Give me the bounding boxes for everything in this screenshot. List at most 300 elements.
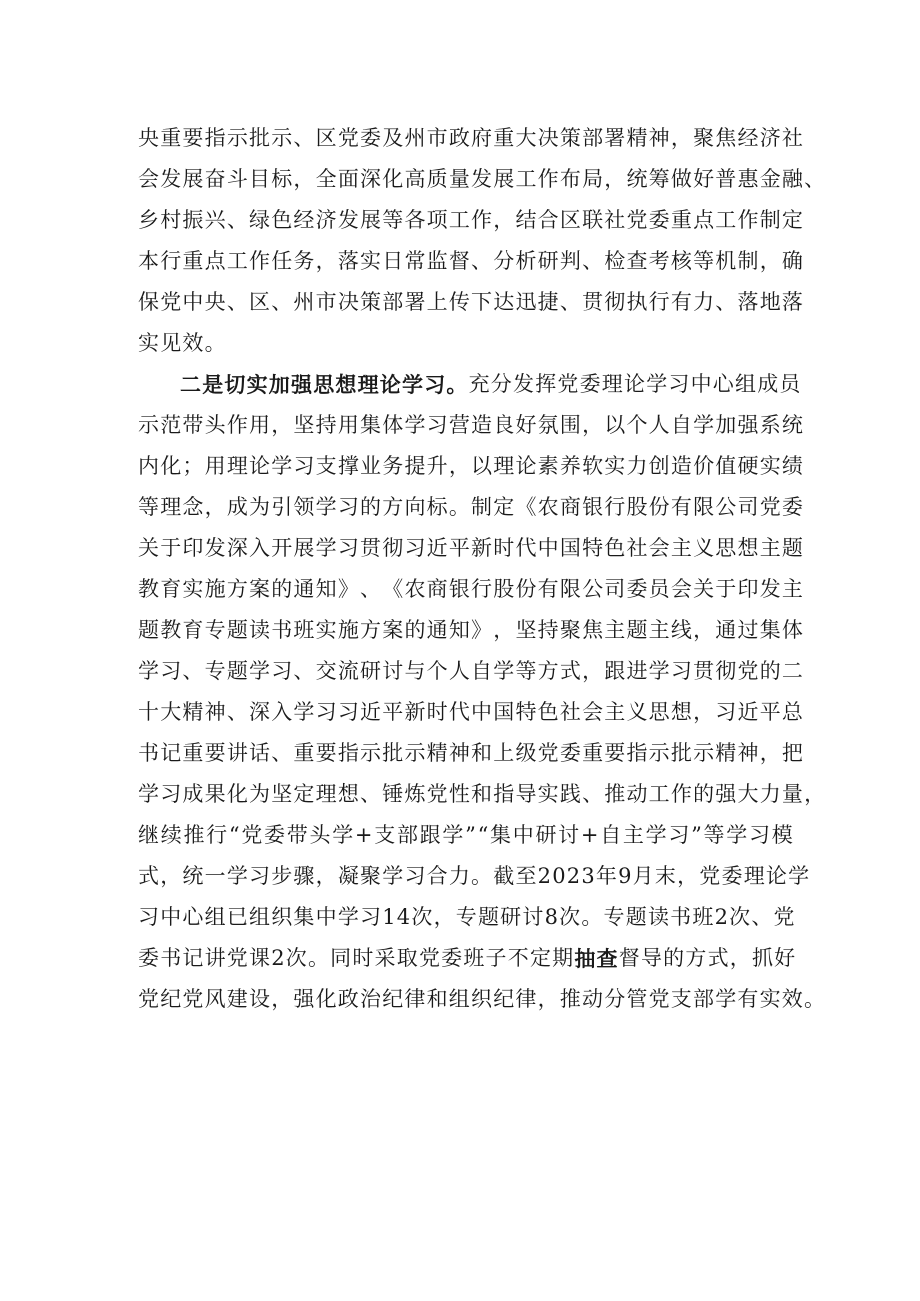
glyph: 代 xyxy=(448,700,472,724)
glyph: 工 xyxy=(226,249,250,273)
glyph: 学 xyxy=(648,659,671,683)
glyph: 考 xyxy=(648,249,671,273)
glyph: 行 xyxy=(648,290,671,314)
glyph: 份 xyxy=(648,495,671,519)
glyph: 神 xyxy=(204,700,227,724)
glyph: 营 xyxy=(448,413,472,437)
glyph: 机 xyxy=(715,249,738,273)
glyph: 论 xyxy=(515,454,538,478)
glyph: 推 xyxy=(183,823,206,847)
glyph: 截 xyxy=(493,864,516,888)
glyph: 理 xyxy=(743,864,766,888)
glyph: 学 xyxy=(315,495,338,519)
glyph: 习 xyxy=(138,905,161,929)
glyph: 学 xyxy=(337,905,361,929)
glyph: 重 xyxy=(493,126,516,150)
glyph: 贯 xyxy=(582,290,605,314)
glyph: 委 xyxy=(648,208,671,232)
glyph: 示 xyxy=(360,741,383,765)
glyph: 农 xyxy=(537,495,560,519)
glyph: 织 xyxy=(271,905,294,929)
glyph: 党 xyxy=(160,290,183,314)
glyph: + xyxy=(580,823,600,847)
glyph: 通 xyxy=(293,577,316,601)
glyph: 平 xyxy=(759,700,782,724)
glyph: 创 xyxy=(648,454,671,478)
glyph: 落 xyxy=(337,249,361,273)
glyph: 践 xyxy=(559,782,583,806)
glyph: 提 xyxy=(404,454,427,478)
glyph: 署 xyxy=(604,126,627,150)
glyph: 量 xyxy=(448,167,472,191)
glyph: 开 xyxy=(271,536,294,560)
glyph: 布 xyxy=(559,167,583,191)
glyph: 会 xyxy=(648,536,671,560)
glyph: 有 xyxy=(537,577,560,601)
glyph: 党 xyxy=(759,495,782,519)
glyph: 知 xyxy=(448,618,472,642)
glyph: 日 xyxy=(382,249,405,273)
glyph: 示 xyxy=(226,126,250,150)
glyph: 跟 xyxy=(419,823,442,847)
glyph: 发 xyxy=(471,167,494,191)
glyph: 学 xyxy=(271,454,294,478)
glyph: 式 xyxy=(138,864,161,888)
glyph: 等 xyxy=(138,495,161,519)
glyph: 神 xyxy=(737,741,760,765)
glyph: 主 xyxy=(781,577,805,601)
glyph: 等 xyxy=(382,208,405,232)
glyph: 读 xyxy=(249,618,272,642)
glyph: 为 xyxy=(249,782,272,806)
glyph: 点 xyxy=(204,249,227,273)
glyph: 指 xyxy=(204,126,227,150)
glyph: 2 xyxy=(566,864,582,888)
glyph: 模 xyxy=(771,823,794,847)
glyph: 。 xyxy=(581,905,604,929)
glyph: ， xyxy=(293,167,316,191)
paragraph-line xyxy=(138,200,805,241)
glyph: 方 xyxy=(226,577,250,601)
glyph: 入 xyxy=(249,536,272,560)
glyph: 二 xyxy=(781,659,805,683)
line-text: 实见效。 xyxy=(138,331,227,355)
glyph: 合 xyxy=(426,864,449,888)
glyph: 集 xyxy=(293,905,316,929)
glyph: 8 xyxy=(544,905,560,929)
glyph: 范 xyxy=(160,413,183,437)
glyph: 平 xyxy=(382,700,405,724)
glyph: 聚 xyxy=(360,864,383,888)
glyph: 平 xyxy=(448,536,472,560)
glyph: 特 xyxy=(515,700,538,724)
line-text: 党纪党风建设，强化政治纪律和组织纪律，推动分管党支部学有实效。 xyxy=(138,987,827,1011)
glyph: 和 xyxy=(471,741,494,765)
glyph: 重 xyxy=(670,208,694,232)
glyph: 新 xyxy=(404,700,427,724)
glyph: 作 xyxy=(471,208,494,232)
paragraph-line xyxy=(138,938,797,979)
glyph: 集 xyxy=(490,823,513,847)
glyph: 部 xyxy=(396,823,420,847)
glyph: 2 xyxy=(714,905,730,929)
glyph: ， xyxy=(759,741,782,765)
glyph: 的 xyxy=(360,495,383,519)
glyph: 重 xyxy=(182,741,205,765)
glyph: 、 xyxy=(226,700,250,724)
glyph: 强 xyxy=(715,782,738,806)
glyph: 要 xyxy=(182,126,205,150)
glyph: 自 xyxy=(471,659,494,683)
glyph: 习 xyxy=(404,536,427,560)
glyph: 好 xyxy=(693,167,716,191)
glyph: 济 xyxy=(759,126,782,150)
glyph: 次 xyxy=(411,905,434,929)
glyph: 市 xyxy=(315,290,338,314)
glyph: 项 xyxy=(426,208,449,232)
glyph: 于 xyxy=(715,577,738,601)
glyph: 批 xyxy=(382,741,405,765)
glyph: 神 xyxy=(648,126,671,150)
glyph: 深 xyxy=(360,167,383,191)
paragraph-line xyxy=(138,610,805,651)
glyph: 实 xyxy=(315,618,338,642)
glyph: 实 xyxy=(759,454,782,478)
glyph: 合 xyxy=(537,208,560,232)
glyph: 股 xyxy=(493,577,516,601)
glyph: 论 xyxy=(765,864,789,888)
glyph: 府 xyxy=(471,126,494,150)
glyph: 结 xyxy=(515,208,538,232)
glyph: 监 xyxy=(426,249,449,273)
glyph: 量 xyxy=(781,782,805,806)
glyph: 月 xyxy=(632,864,655,888)
glyph: 硬 xyxy=(737,454,760,478)
glyph: 精 xyxy=(715,741,738,765)
glyph: 养 xyxy=(559,454,583,478)
glyph: 工 xyxy=(448,208,472,232)
glyph: 果 xyxy=(204,782,227,806)
glyph: 及 xyxy=(382,126,405,150)
glyph: 4 xyxy=(396,905,412,929)
glyph: 力 xyxy=(693,290,716,314)
glyph: 用 xyxy=(337,413,361,437)
glyph: 商 xyxy=(559,495,583,519)
glyph: 时 xyxy=(426,700,449,724)
glyph: 限 xyxy=(559,577,583,601)
glyph: 要 xyxy=(204,741,227,765)
glyph: 支 xyxy=(374,823,397,847)
glyph: 讨 xyxy=(382,659,405,683)
glyph: 银 xyxy=(448,577,472,601)
glyph: 案 xyxy=(382,618,405,642)
glyph: 做 xyxy=(670,167,694,191)
glyph: ， xyxy=(160,864,183,888)
glyph: 人 xyxy=(648,413,671,437)
glyph: 定 xyxy=(493,495,516,519)
glyph: 确 xyxy=(781,249,805,273)
glyph: 班 xyxy=(293,618,316,642)
glyph: 股 xyxy=(626,495,649,519)
paragraph-line xyxy=(138,733,805,774)
glyph: 新 xyxy=(471,536,494,560)
glyph: 中 xyxy=(160,905,183,929)
glyph: 焦 xyxy=(582,618,605,642)
glyph: 公 xyxy=(582,577,605,601)
glyph: 讲 xyxy=(226,741,250,765)
glyph: 色 xyxy=(537,700,560,724)
glyph: 决 xyxy=(337,290,361,314)
glyph: 的 xyxy=(759,659,782,683)
glyph: 筹 xyxy=(648,167,671,191)
glyph: ， xyxy=(315,249,338,273)
glyph: 保 xyxy=(138,290,161,314)
glyph: 心 xyxy=(182,905,205,929)
glyph: 党 xyxy=(626,208,649,232)
glyph: 常 xyxy=(404,249,427,273)
glyph: 统 xyxy=(626,167,649,191)
glyph: 发 xyxy=(160,167,183,191)
glyph: 展 xyxy=(293,536,316,560)
glyph: 学 xyxy=(693,413,716,437)
glyph: 题 xyxy=(226,659,250,683)
glyph: 施 xyxy=(204,577,227,601)
section-heading: 二是切实加强思想理论学习。 xyxy=(180,372,469,397)
glyph: 聚 xyxy=(693,126,716,150)
glyph: 知 xyxy=(315,577,338,601)
glyph: 《 xyxy=(515,495,538,519)
glyph: 组 xyxy=(204,905,227,929)
glyph: 达 xyxy=(493,290,516,314)
glyph: 力 xyxy=(759,782,782,806)
glyph: “ xyxy=(228,823,241,847)
glyph: 统 xyxy=(781,413,805,437)
glyph: 党 xyxy=(337,126,361,150)
glyph: 班 xyxy=(692,905,715,929)
paragraph-line xyxy=(138,528,805,569)
glyph: 0 xyxy=(552,864,567,888)
glyph: 交 xyxy=(315,659,338,683)
glyph: 国 xyxy=(493,700,516,724)
glyph: ， xyxy=(759,249,782,273)
glyph: 发 xyxy=(759,577,782,601)
glyph: 务 xyxy=(293,249,316,273)
glyph: 教 xyxy=(138,577,161,601)
glyph: 方 xyxy=(537,659,560,683)
glyph: 带 xyxy=(182,413,205,437)
glyph: 值 xyxy=(715,454,738,478)
glyph: ， xyxy=(582,413,605,437)
glyph: ， xyxy=(670,126,694,150)
glyph: 行 xyxy=(471,577,494,601)
glyph: 业 xyxy=(360,454,383,478)
glyph: 特 xyxy=(582,536,605,560)
glyph: 社 xyxy=(781,126,805,150)
glyph: ， xyxy=(493,618,516,642)
glyph: 融 xyxy=(781,167,805,191)
glyph: 力 xyxy=(448,864,472,888)
line-text: 督导的方式，抓好 xyxy=(618,946,797,970)
glyph: 造 xyxy=(471,413,494,437)
glyph: ” xyxy=(465,823,478,847)
glyph: 关 xyxy=(138,536,161,560)
glyph: 员 xyxy=(648,577,671,601)
glyph: 书 xyxy=(670,905,693,929)
glyph: 体 xyxy=(382,413,405,437)
glyph: 想 xyxy=(670,700,694,724)
document-body xyxy=(138,118,827,1020)
glyph: 主 xyxy=(670,536,694,560)
glyph: 习 xyxy=(360,905,383,929)
glyph: 、 xyxy=(360,782,383,806)
glyph: 商 xyxy=(426,577,449,601)
glyph: 讨 xyxy=(522,905,545,929)
glyph: 习 xyxy=(715,700,738,724)
glyph: 以 xyxy=(604,413,627,437)
glyph: 州 xyxy=(404,126,427,150)
glyph: 党 xyxy=(773,905,796,929)
glyph: 线 xyxy=(670,618,694,642)
glyph: 判 xyxy=(559,249,583,273)
glyph: 传 xyxy=(448,290,472,314)
glyph: 惠 xyxy=(737,167,760,191)
glyph: 策 xyxy=(559,126,583,150)
paragraph-line xyxy=(138,651,805,692)
glyph: 题 xyxy=(138,618,161,642)
glyph: 强 xyxy=(737,413,760,437)
glyph: 务 xyxy=(382,454,405,478)
glyph: 普 xyxy=(715,167,738,191)
glyph: 标 xyxy=(271,167,294,191)
glyph: 制 xyxy=(737,249,760,273)
glyph: 等 xyxy=(515,659,538,683)
glyph: 社 xyxy=(604,208,627,232)
glyph: 持 xyxy=(315,413,338,437)
glyph: 实 xyxy=(537,782,560,806)
glyph: 持 xyxy=(537,618,560,642)
glyph: 展 xyxy=(182,167,205,191)
glyph: 十 xyxy=(138,700,161,724)
glyph: 印 xyxy=(737,577,760,601)
glyph: 示 xyxy=(648,741,671,765)
paragraph-line xyxy=(138,897,794,938)
paragraph-line xyxy=(138,692,805,733)
glyph: 话 xyxy=(249,741,272,765)
glyph: 策 xyxy=(360,290,383,314)
glyph: 9 xyxy=(618,864,633,888)
glyph: 专 xyxy=(204,618,227,642)
glyph: 习 xyxy=(748,823,772,847)
glyph: 流 xyxy=(337,659,361,683)
glyph: 迅 xyxy=(515,290,538,314)
glyph: 题 xyxy=(781,536,805,560)
glyph: 思 xyxy=(648,700,671,724)
emphasis-text: 抽查 xyxy=(574,946,619,971)
glyph: 念 xyxy=(182,495,205,519)
glyph: 育 xyxy=(160,577,183,601)
glyph: 习 xyxy=(315,700,338,724)
glyph: 精 xyxy=(626,126,649,150)
glyph: 研 xyxy=(360,659,383,683)
glyph: 推 xyxy=(604,782,627,806)
glyph: 上 xyxy=(426,290,449,314)
glyph: 理 xyxy=(493,454,516,478)
glyph: 质 xyxy=(426,167,449,191)
glyph: 学 xyxy=(493,659,516,683)
glyph: 部 xyxy=(382,290,405,314)
glyph: 贯 xyxy=(693,659,716,683)
glyph: ， xyxy=(448,454,472,478)
glyph: ， xyxy=(433,905,456,929)
glyph: 讨 xyxy=(558,823,581,847)
glyph: 向 xyxy=(404,495,427,519)
glyph: 理 xyxy=(315,782,338,806)
glyph: 引 xyxy=(271,495,294,519)
glyph: 加 xyxy=(715,413,738,437)
glyph: 行 xyxy=(160,249,183,273)
glyph: 升 xyxy=(426,454,449,478)
glyph: 骤 xyxy=(293,864,316,888)
glyph: 委 xyxy=(559,741,583,765)
glyph: 总 xyxy=(781,700,805,724)
glyph: 集 xyxy=(759,618,782,642)
glyph: 、 xyxy=(293,126,316,150)
glyph: 研 xyxy=(535,823,558,847)
glyph: 委 xyxy=(781,495,805,519)
glyph: 贯 xyxy=(360,536,383,560)
paragraph-line xyxy=(138,979,827,1020)
glyph: 委 xyxy=(264,823,287,847)
glyph: 、 xyxy=(582,249,605,273)
paragraph-line xyxy=(138,405,805,446)
glyph: 作 xyxy=(249,249,272,273)
glyph: 重 xyxy=(293,741,316,765)
glyph: 的 xyxy=(693,782,716,806)
glyph: 份 xyxy=(515,577,538,601)
glyph: 会 xyxy=(138,167,161,191)
glyph: 价 xyxy=(693,454,716,478)
glyph: 学 xyxy=(382,864,405,888)
glyph: 大 xyxy=(737,782,760,806)
glyph: ， xyxy=(677,864,700,888)
glyph: ， xyxy=(204,495,227,519)
glyph: 、 xyxy=(182,659,205,683)
glyph: 学 xyxy=(249,659,272,683)
glyph: 思 xyxy=(715,536,738,560)
glyph: 点 xyxy=(693,208,716,232)
glyph: ， xyxy=(315,864,338,888)
glyph: 习 xyxy=(668,823,691,847)
glyph: + xyxy=(354,823,374,847)
glyph: 题 xyxy=(626,618,649,642)
glyph: 批 xyxy=(670,741,694,765)
glyph: 支 xyxy=(315,454,338,478)
glyph: 题 xyxy=(226,618,250,642)
glyph: 把 xyxy=(781,741,805,765)
glyph: 展 xyxy=(493,167,516,191)
glyph: 中 xyxy=(315,905,338,929)
glyph: 示 xyxy=(138,413,161,437)
glyph: 坚 xyxy=(293,413,316,437)
glyph: 学 xyxy=(404,413,427,437)
glyph: 会 xyxy=(670,577,694,601)
glyph: 代 xyxy=(515,536,538,560)
glyph: 至 xyxy=(515,864,538,888)
glyph: 各 xyxy=(404,208,427,232)
glyph: 通 xyxy=(715,618,738,642)
glyph: 跟 xyxy=(604,659,627,683)
glyph: 神 xyxy=(448,741,472,765)
